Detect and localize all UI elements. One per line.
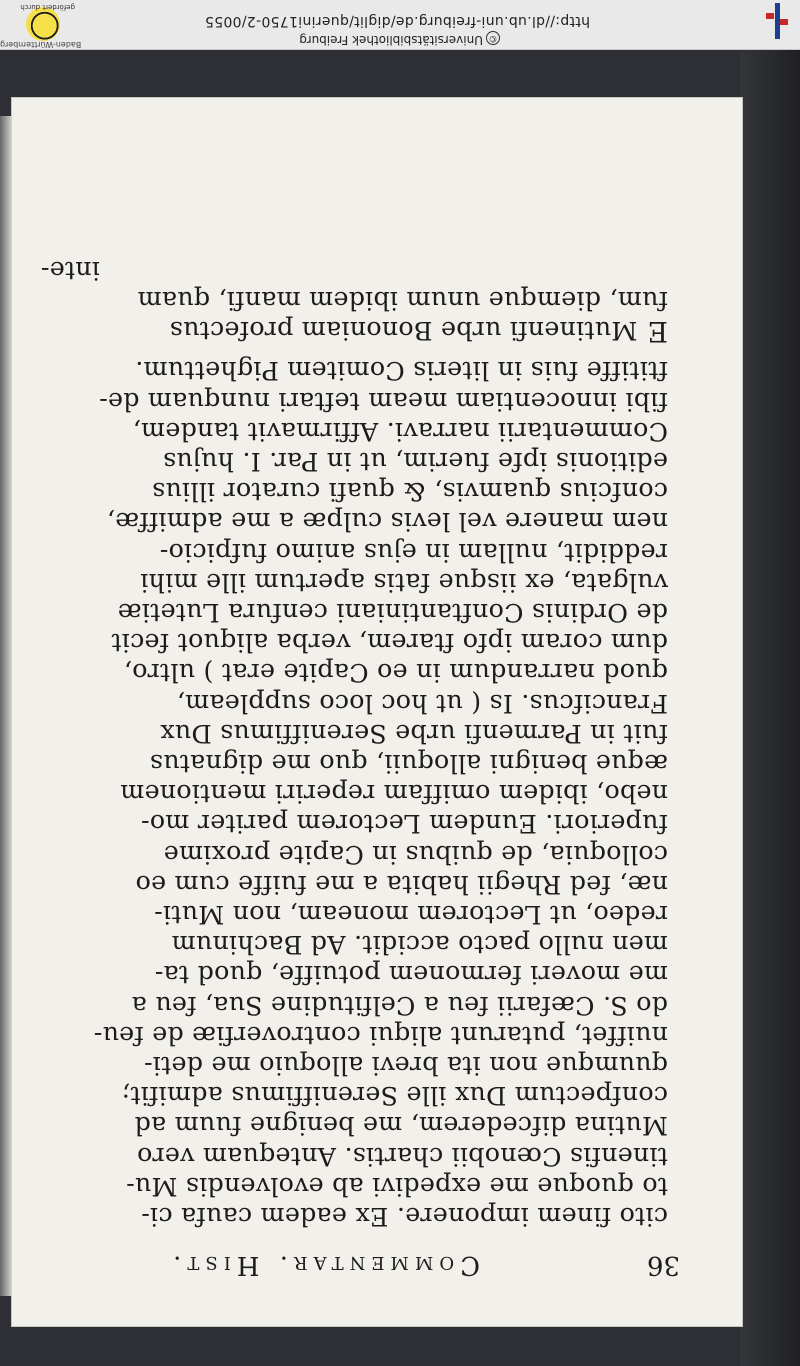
running-head <box>20 1240 720 1280</box>
text-line: confpectum Dux ille Sereniffimus admifit; <box>121 1081 668 1112</box>
text-line: fuperiori. Eundem Lectorem pariter mo- <box>140 809 668 840</box>
text-line: æque benigni alloquii, quo me dignatus <box>149 748 668 779</box>
text-line: editionis ipfe fuerim, ut in Par. I. hujus <box>163 446 668 477</box>
text-line: me moveri fermonem potuiffe, quod ta- <box>154 960 668 991</box>
running-title: Commentar. Hist. <box>167 1250 480 1280</box>
scanner-background <box>740 50 800 1366</box>
permalink-url[interactable]: http://dl.ub.uni-freiburg.de/diglit/querini1750-2/0055 <box>204 13 590 29</box>
text-line: Francifcus. Is ( ut hoc loco suppleam, <box>176 688 668 719</box>
page-content <box>20 256 720 1281</box>
page-edge-shadow <box>0 116 12 1296</box>
funding-state-badge-icon <box>26 7 60 41</box>
text-line: tinenfis Cœnobii chartis. Antequam vero <box>136 1141 668 1172</box>
copyright-notice <box>299 31 500 47</box>
text-line: nuiffet, putarunt aliqui controverfiæ de feu- <box>93 1020 668 1051</box>
paragraph-2-line: fum, diemque unum ibidem manfi, quam <box>137 285 668 316</box>
paragraph-1 <box>20 356 720 1232</box>
text-line: colloquia, de quibus in Capite proxime <box>163 839 668 870</box>
text-line: Commentarii narravi. Affirmavit tandem, <box>132 416 668 447</box>
text-line: quumque non ita brevi alloquio me deti- <box>143 1050 668 1081</box>
text-line: fuit in Parmenfi urbe Sereniffimus Dux <box>160 718 668 749</box>
text-line: nem manere vel levis culpæ a me admiffæ, <box>106 507 668 538</box>
text-line: confcius quamvis, & quafi curator illius <box>152 477 668 508</box>
text-line: reddidit, nullam in ejus animo fufpicio- <box>159 537 668 568</box>
book-page <box>12 98 742 1326</box>
text-line: næ, fed Rhegii habita a me fuiffe cum eo <box>135 869 668 900</box>
page-number: 36 <box>646 1250 680 1280</box>
paragraph-2-line-text: Mutinenfi urbe Bononiam profectus <box>169 316 638 347</box>
text-line: to quoque me expedivi ab evolvendis Mu- <box>125 1171 668 1202</box>
text-line: fibi innocentiam meam teftari nunquam de- <box>99 386 668 417</box>
text-line: quod narrandum in eo Capite erat ) ultro, <box>123 658 668 689</box>
text-line: cito finem imponere. Ex eadem caufa ci- <box>141 1202 668 1232</box>
text-line: de Ordinis Conftantiniani cenfura Lutetiæ <box>117 597 668 628</box>
paragraph-2-line: inte- <box>40 255 100 286</box>
funding-caption: gefördert durch <box>20 3 75 11</box>
viewer-footer-bar <box>0 0 800 50</box>
copyright-text: Universitätsbibliothek Freiburg <box>299 33 483 47</box>
text-line: do S. Cæfarii feu a Celfitudine Sua, feu a <box>131 990 668 1021</box>
text-line: redeo, ut Lectorem moneam, non Muti- <box>153 899 668 930</box>
copyright-icon: © <box>486 31 500 45</box>
paragraph-2-initial: E <box>647 315 668 349</box>
funding-state-caption: Baden-Württemberg <box>0 40 82 49</box>
paragraph-2-first-line <box>20 315 720 349</box>
ub-freiburg-logo-icon[interactable] <box>768 3 788 39</box>
text-line: ftitiffe fuis in literis Comitem Pighettum. <box>135 356 668 387</box>
text-line: nebo, ibidem omiffam reperiri mentionem <box>120 779 668 810</box>
text-line: dum coram ipfo ftarem, verba aliquot fecit <box>111 628 668 659</box>
text-line: vulgata, ex iisque fatis apertum ille mihi <box>140 567 668 598</box>
text-line: men nullo pacto accidit. Ad Bachinum <box>171 930 668 961</box>
text-line: Mutina difcederem, me benigne fuum ad <box>134 1111 668 1142</box>
